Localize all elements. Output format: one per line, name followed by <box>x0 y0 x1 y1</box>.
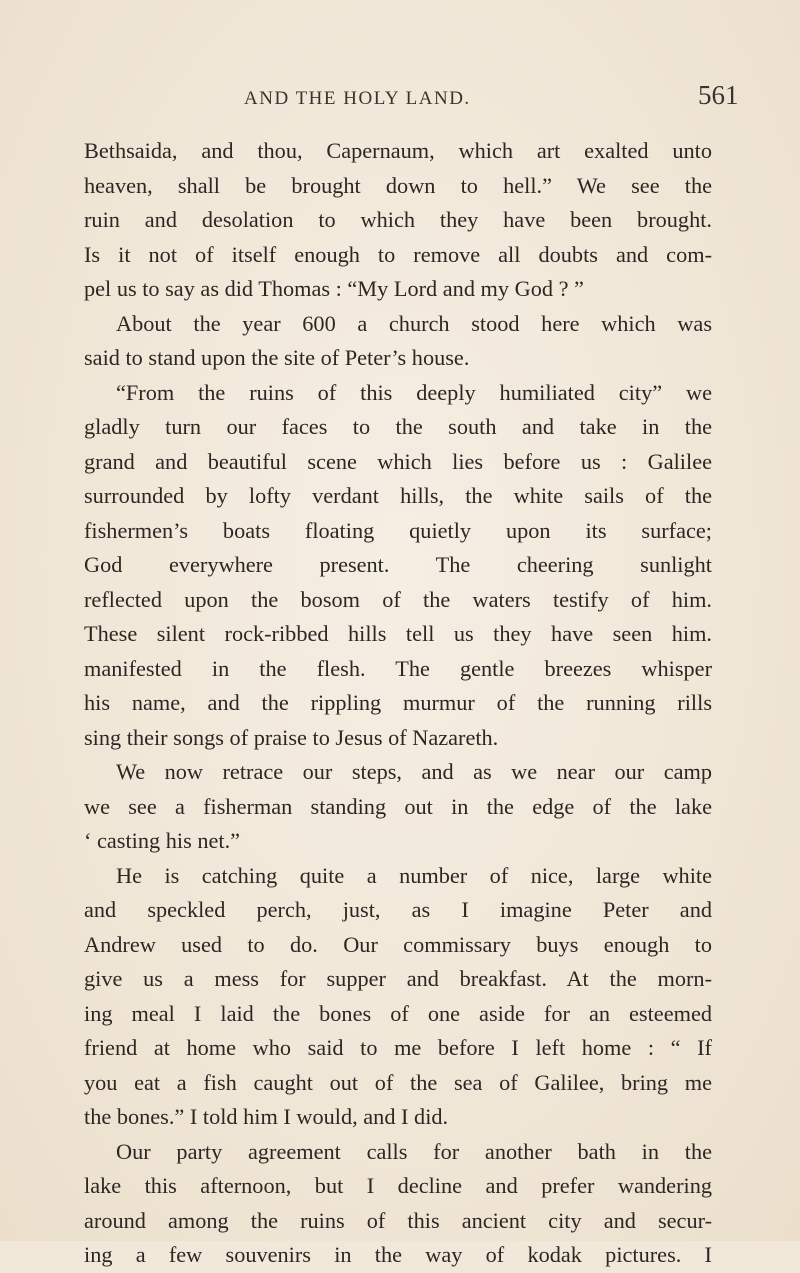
text-line: He is catching quite a number of nice, large white <box>116 862 712 888</box>
text-line: “From the ruins of this deeply humiliated city” we <box>116 379 712 405</box>
page-number: 561 <box>698 80 739 110</box>
text-line: and speckled perch, just, as I imagine Peter and <box>84 897 712 922</box>
running-head: AND THE HOLY LAND. <box>244 88 471 109</box>
text-line: About the year 600 a church stood here which was <box>116 310 712 336</box>
text-line: around among the ruins of this ancient city and secur- <box>84 1207 712 1233</box>
text-line: Andrew used to do. Our commissary buys enough to <box>84 931 712 957</box>
text-line: give us a mess for supper and breakfast. At the morn- <box>84 966 712 991</box>
text-line: the bones.” I told him I would, and I did. <box>84 1104 449 1129</box>
text-line: we see a fisherman standing out in the edge of the lake <box>84 793 712 819</box>
page-header <box>0 80 800 120</box>
text-line: said to stand upon the site of Peter’s house. <box>84 345 470 370</box>
text-line: gladly turn our faces to the south and take in the <box>84 414 712 439</box>
text-line: God everywhere present. The cheering sunlight <box>84 552 712 577</box>
text-line: Is it not of itself enough to remove all doubts and com- <box>84 241 712 267</box>
text-line: fishermen’s boats floating quietly upon its surface; <box>84 517 712 543</box>
text-line: you eat a fish caught out of the sea of Galilee, bring me <box>84 1069 712 1095</box>
text-line: ing meal I laid the bones of one aside for an esteemed <box>84 1000 712 1026</box>
text-line: manifested in the flesh. The gentle breezes whisper <box>84 655 712 681</box>
text-line: ruin and desolation to which they have been brought. <box>84 207 712 232</box>
text-line: friend at home who said to me before I left home : “ If <box>84 1035 712 1060</box>
text-line: lake this afternoon, but I decline and prefer wandering <box>84 1173 712 1198</box>
text-line: ‘ casting his net.” <box>84 828 241 853</box>
text-line: his name, and the rippling murmur of the running rills <box>84 690 712 715</box>
text-line: surrounded by lofty verdant hills, the white sails of the <box>84 483 712 508</box>
body-text <box>84 134 712 1273</box>
text-line: sing their songs of praise to Jesus of Nazareth. <box>84 724 499 750</box>
text-line: We now retrace our steps, and as we near our camp <box>116 759 712 784</box>
text-line: ing a few souvenirs in the way of kodak pictures. I <box>84 1242 712 1267</box>
text-line: grand and beautiful scene which lies before us : Galilee <box>84 448 712 474</box>
text-line: pel us to say as did Thomas : “My Lord and my God ? ” <box>84 276 584 301</box>
text-line: Bethsaida, and thou, Capernaum, which art exalted unto <box>84 138 712 163</box>
text-line: reflected upon the bosom of the waters testify of him. <box>84 586 712 612</box>
text-line: These silent rock-ribbed hills tell us they have seen him. <box>84 621 712 646</box>
text-line: Our party agreement calls for another bath in the <box>116 1138 712 1164</box>
text-line: heaven, shall be brought down to hell.” We see the <box>84 172 712 198</box>
